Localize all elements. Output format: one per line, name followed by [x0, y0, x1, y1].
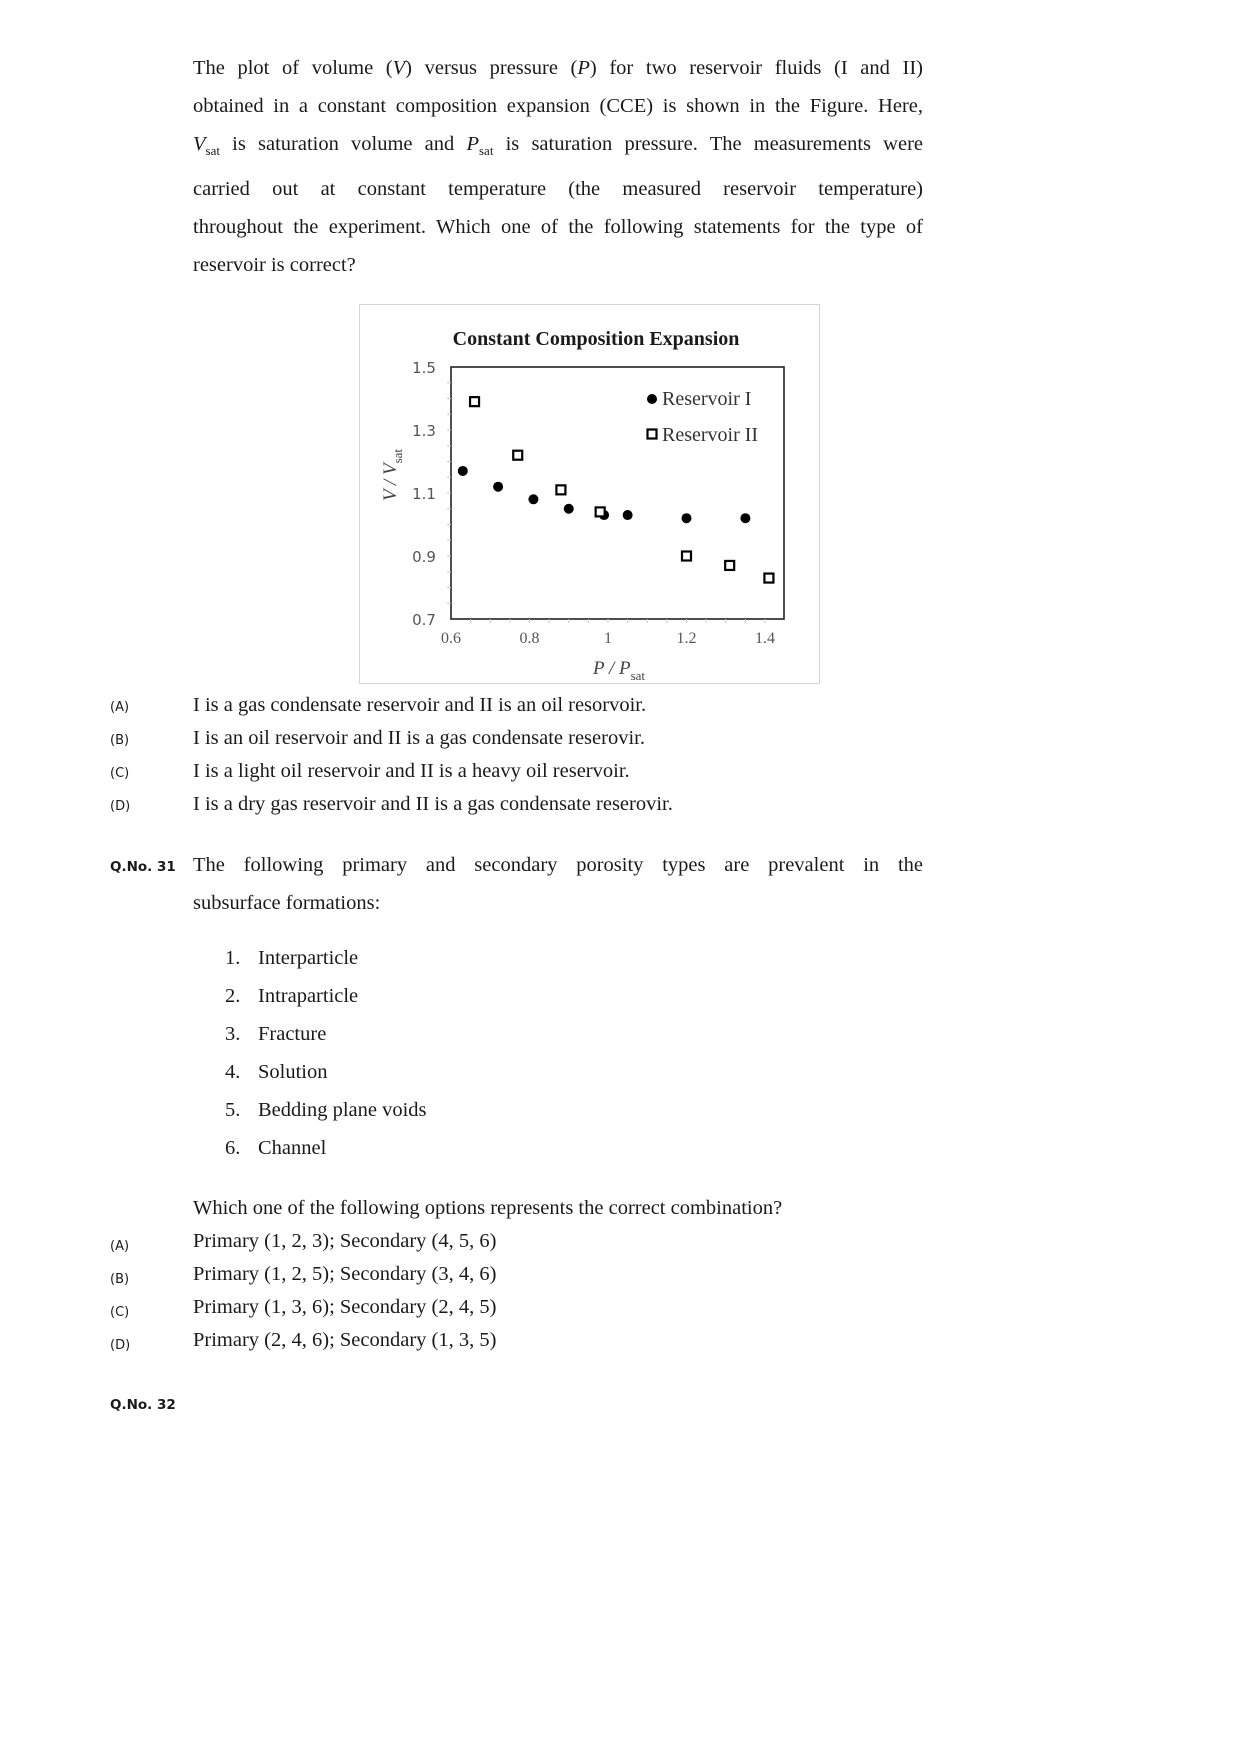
list-item: 3. Fracture [225, 1023, 327, 1045]
point-reservoir-2 [470, 397, 479, 406]
x-tick-label: 0.6 [441, 630, 461, 647]
cce-chart [359, 304, 820, 684]
y-tick-label: 1.1 [412, 485, 436, 503]
q30-line-5: throughout the experiment. Which one of the following statements for the type of [193, 216, 923, 239]
q30-line-3: $V_{sat}$ is saturation volume and $P_{sat}$ is saturation pressure. The measurements were [193, 133, 923, 159]
point-reservoir-2 [596, 507, 605, 516]
q30-option-d-letter: (D) [110, 799, 131, 814]
q31-option-a-text: Primary (1, 2, 3); Secondary (4, 5, 6) [193, 1230, 497, 1252]
q31-line-2: subsurface formations: [193, 892, 381, 914]
point-reservoir-2 [764, 574, 773, 583]
x-tick-label: 1.4 [755, 630, 775, 647]
list-item: 4. Solution [225, 1061, 328, 1083]
q30-line-6: reservoir is correct? [193, 254, 356, 277]
point-reservoir-1 [493, 482, 503, 492]
legend-label-reservoir-2: Reservoir II [662, 424, 759, 446]
legend-marker-reservoir-1 [647, 394, 657, 404]
q30-option-a-text: I is a gas condensate reservoir and II is an oil resorvoir. [193, 694, 647, 716]
y-tick-label: 0.9 [412, 548, 436, 566]
point-reservoir-1 [623, 510, 633, 520]
q30-option-c-letter: (C) [110, 766, 130, 781]
list-item: 6. Channel [225, 1137, 327, 1159]
q31-option-a-letter: (A) [110, 1239, 130, 1254]
x-axis-label: P / $P_{sat}$ [592, 658, 646, 683]
y-axis-label: V / $V_{sat}$ [380, 448, 405, 502]
q31-option-b-letter: (B) [110, 1272, 130, 1287]
q30-option-b-letter: (B) [110, 733, 130, 748]
y-tick-label: 1.3 [412, 422, 436, 440]
list-item: 5. Bedding plane voids [225, 1099, 427, 1121]
q31-option-c-letter: (C) [110, 1305, 130, 1320]
q30-option-b-text: I is an oil reservoir and II is a gas condensate reserovir. [193, 727, 645, 749]
y-tick-labels [412, 359, 436, 629]
legend [647, 388, 758, 446]
x-tick-labels [441, 630, 775, 647]
point-reservoir-1 [682, 513, 692, 523]
point-reservoir-1 [740, 513, 750, 523]
q31-option-b-text: Primary (1, 2, 5); Secondary (3, 4, 6) [193, 1263, 497, 1285]
q30-stem [193, 49, 923, 284]
q30-line-4: carried out at constant temperature (the measured reservoir temperature) [193, 178, 923, 201]
point-reservoir-2 [556, 485, 565, 494]
point-reservoir-2 [513, 451, 522, 460]
legend-label-reservoir-1: Reservoir I [662, 388, 752, 410]
y-tick-label: 1.5 [412, 359, 436, 377]
q31-option-c-text: Primary (1, 3, 6); Secondary (2, 4, 5) [193, 1296, 497, 1318]
q31-stem [193, 846, 923, 922]
q30-line-2: obtained in a constant composition expansion (CCE) is shown in the Figure. Here, [193, 95, 923, 117]
q31-prompt: Which one of the following options represents the correct combination? [193, 1197, 783, 1219]
q31-line-1: The following primary and secondary porosity types are prevalent in the [193, 854, 923, 876]
q30-option-a-letter: (A) [110, 700, 130, 715]
q30-option-c-text: I is a light oil reservoir and II is a heavy oil reservoir. [193, 760, 630, 782]
q30-option-d-text: I is a dry gas reservoir and II is a gas condensate reserovir. [193, 793, 673, 815]
q31-number: Q.No. 31 [110, 859, 176, 875]
x-tick-label: 1.2 [676, 630, 697, 647]
q31-option-d-letter: (D) [110, 1338, 131, 1353]
point-reservoir-1 [458, 466, 468, 476]
point-reservoir-2 [682, 552, 691, 561]
q30-line-1: The plot of volume (V) versus pressure (P) for two reservoir fluids (I and II) [193, 57, 924, 79]
x-tick-label: 1 [604, 630, 612, 647]
list-item: 1. Interparticle [225, 947, 359, 969]
list-item: 2. Intraparticle [225, 985, 359, 1007]
x-tick-label: 0.8 [519, 630, 540, 647]
chart-title: Constant Composition Expansion [452, 328, 740, 350]
legend-marker-reservoir-2 [648, 430, 657, 439]
x-minor-ticks [447, 383, 765, 623]
y-tick-label: 0.7 [412, 611, 436, 629]
q32-number: Q.No. 32 [110, 1397, 176, 1413]
q31-option-d-text: Primary (2, 4, 6); Secondary (1, 3, 5) [193, 1329, 497, 1351]
point-reservoir-1 [564, 504, 574, 514]
point-reservoir-1 [528, 494, 538, 504]
cce-chart-svg [360, 305, 819, 683]
point-reservoir-2 [725, 561, 734, 570]
